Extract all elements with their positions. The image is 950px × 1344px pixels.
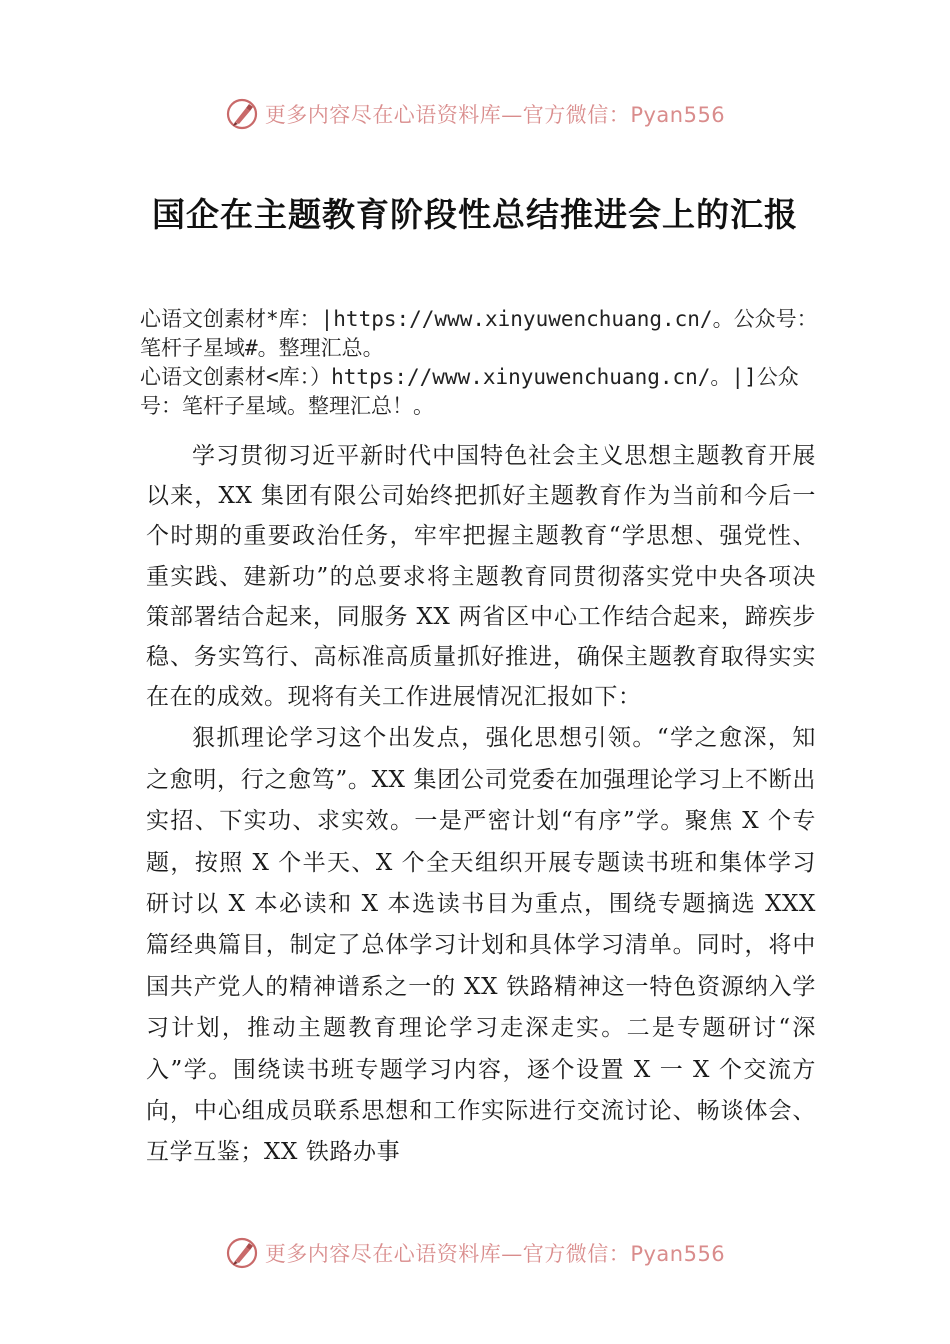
document-body [146, 436, 816, 1174]
pen-logo-icon [225, 97, 259, 131]
watermark-header [0, 94, 950, 134]
paragraph-theory-study: 狠抓理论学习这个出发点，强化思想引领。“学之愈深，知之愈明，行之愈笃”。XX 集团公司党委在加强理论学习上不断出实招、下实功、求实效。一是严密计划“有序”学。聚焦 X 个专题，按照 X 个半天、X 个全天组织开展专题读书班和集体学习研讨以 X 本必读和 X 本选读书目为重点，围绕专题摘选 XXX 篇经典篇目，制定了总体学习计划和具体学习清单。同时，将中国共产党人的精神谱系之一的 XX 铁路精神这一特色资源纳入学习计划，推动主题教育理论学习走深走实。二是专题研讨“深入”学。围绕读书班专题学习内容，逐个设置 X 一 X 个交流方向，中心组成员联系思想和工作实际进行交流讨论、畅谈体会、互学互鉴；XX 铁路办事 [146, 725, 816, 1166]
source-meta [140, 305, 830, 421]
wechat-id: Pyan556 [630, 1242, 726, 1266]
meta-line: 心语文创素材<库：）https://www.xinyuwenchuang.cn/。|]公众号：笔杆子星域。整理汇总！。 [140, 365, 799, 418]
paragraph-intro: 学习贯彻习近平新时代中国特色社会主义思想主题教育开展以来，XX 集团有限公司始终把抓好主题教育作为当前和今后一个时期的重要政治任务，牢牢把握主题教育“学思想、强党性、重实践、建新功”的总要求将主题教育同贯彻落实党中央各项决策部署结合起来，同服务 XX 两省区中心工作结合起来，蹄疾步稳、务实笃行、高标准高质量抓好推进，确保主题教育取得实实在在的成效。现将有关工作进展情况汇报如下： [146, 443, 816, 711]
meta-line: 心语文创素材*库：|https://www.xinyuwenchuang.cn/。公众号：笔杆子星域#。整理汇总。 [140, 307, 818, 360]
watermark-text: 更多内容尽在心语资料库—官方微信：Pyan556 [264, 103, 726, 127]
document-title: 国企在主题教育阶段性总结推进会上的汇报 [152, 195, 798, 234]
pen-logo-icon [225, 1236, 259, 1270]
watermark-footer [0, 1233, 950, 1273]
wechat-id: Pyan556 [630, 103, 726, 127]
watermark-text: 更多内容尽在心语资料库—官方微信：Pyan556 [264, 1242, 726, 1266]
